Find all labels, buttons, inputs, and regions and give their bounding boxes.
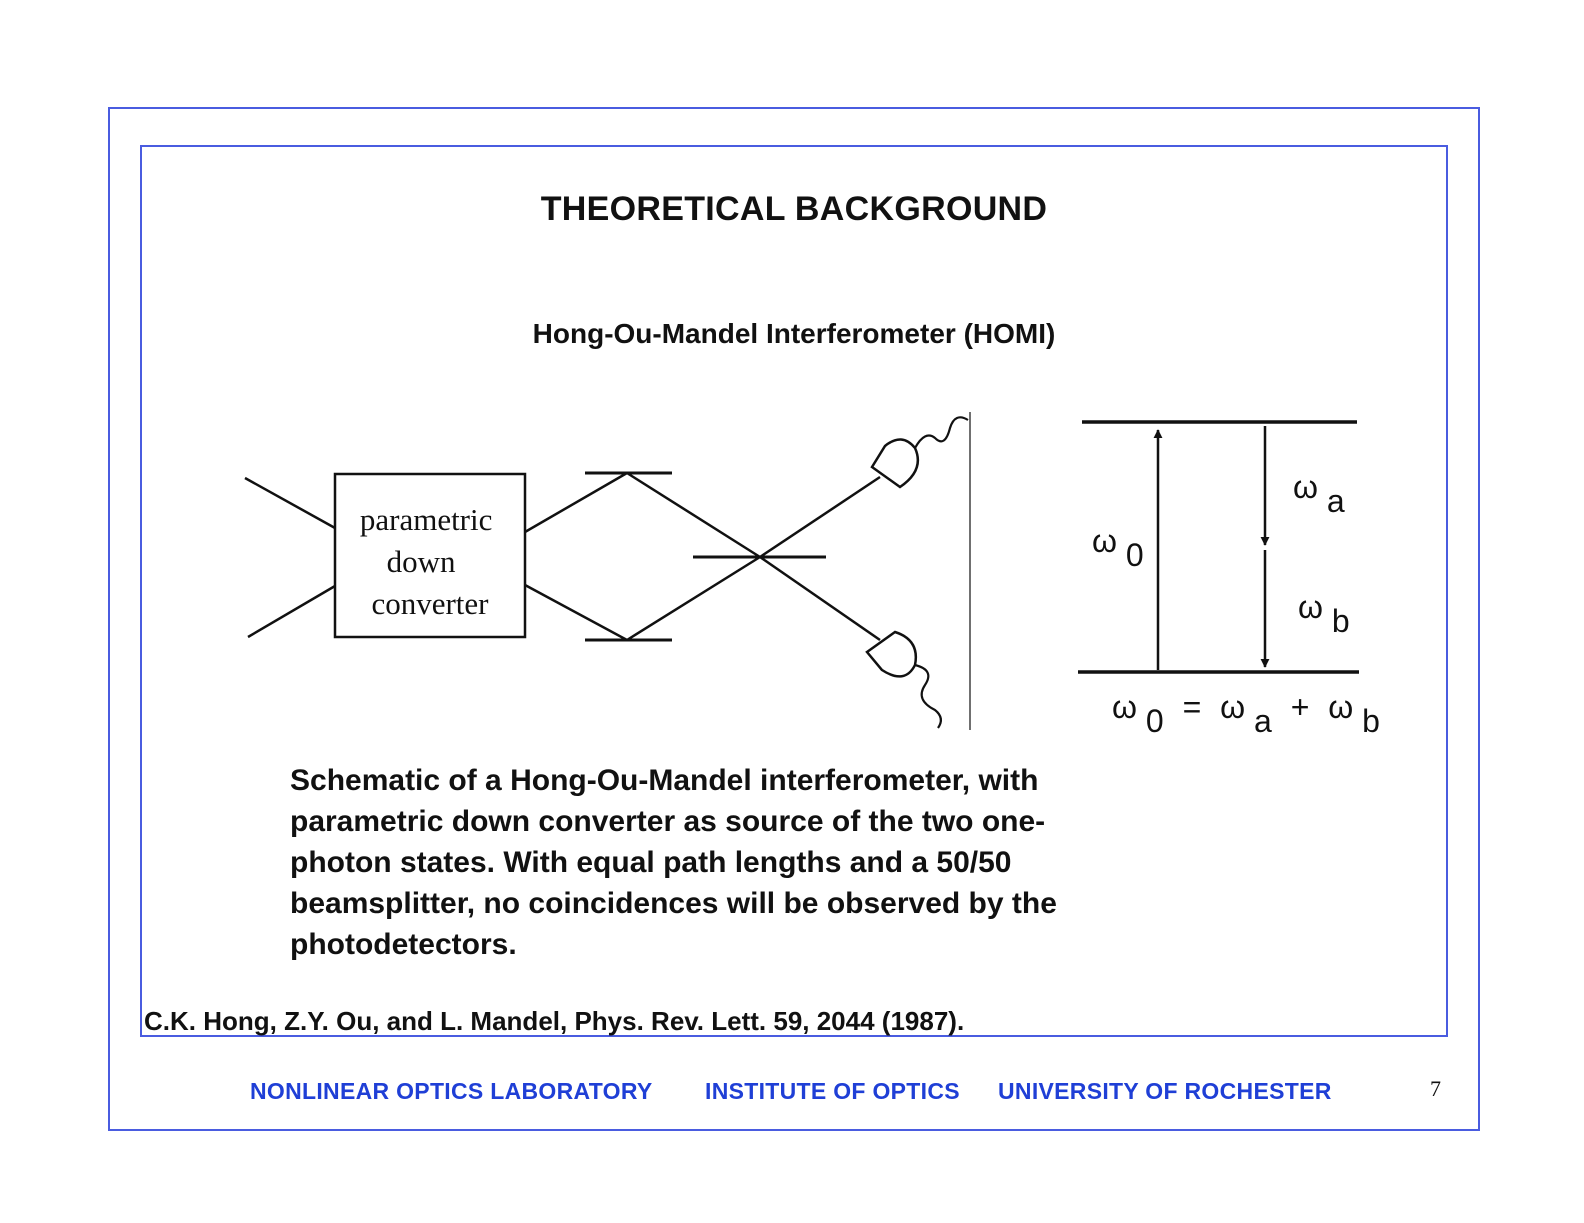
relation-sub-a: a: [1254, 703, 1272, 739]
caption-line-4: beamsplitter, no coincidences will be observed by the: [290, 887, 1057, 920]
omega-0-label: [1092, 523, 1144, 573]
lower-detector-signal: [915, 665, 941, 728]
relation-omega-a: ω: [1220, 689, 1246, 725]
omega-0-subscript: 0: [1125, 537, 1144, 573]
relation-omega-0: ω: [1112, 689, 1137, 725]
upper-detector-signal: [915, 417, 968, 448]
signal-beam-to-mirror: [525, 473, 627, 532]
slide-title: THEORETICAL BACKGROUND: [540, 190, 1048, 228]
relation-sub-0: 0: [1145, 703, 1164, 739]
pump-beam-upper: [245, 478, 335, 528]
omega-a-subscript: a: [1326, 483, 1345, 519]
relation-omega-b: ω: [1328, 689, 1354, 725]
caption-line-5: photodetectors.: [290, 928, 517, 961]
omega-b-symbol: ω: [1298, 589, 1323, 625]
reference-citation: C.K. Hong, Z.Y. Ou, and L. Mandel, Phys. Rev. Lett. 59, 2044 (1987).: [144, 1006, 965, 1036]
bs-to-upper-detector: [760, 477, 880, 557]
energy-relation: [1112, 689, 1380, 739]
upper-mirror-to-bs: [627, 473, 760, 557]
omega-b-label: [1298, 589, 1350, 639]
relation-plus: +: [1290, 689, 1310, 725]
lower-detector-icon: [867, 632, 916, 676]
pdc-label-line-2: down: [386, 544, 456, 579]
caption-line-2: parametric down converter as source of the two one-: [290, 805, 1046, 838]
omega-0-symbol: ω: [1092, 523, 1117, 559]
caption: [290, 760, 1130, 965]
lower-mirror-to-bs: [627, 557, 760, 640]
omega-b-subscript: b: [1331, 603, 1350, 639]
relation-sub-b: b: [1362, 703, 1380, 739]
caption-line-3: photon states. With equal path lengths and a 50/50: [290, 846, 1012, 879]
omega-a-label: [1293, 469, 1345, 519]
pdc-label-line-1: parametric: [359, 502, 493, 537]
footer-lab: NONLINEAR OPTICS LABORATORY: [250, 1078, 653, 1104]
idler-beam-to-mirror: [525, 585, 627, 640]
pump-beam-lower: [248, 586, 335, 637]
pdc-label-line-3: converter: [371, 586, 489, 621]
pdc-label: [360, 502, 500, 621]
page-number: 7: [1430, 1076, 1441, 1101]
upper-detector-icon: [872, 439, 918, 487]
bs-to-lower-detector: [760, 557, 880, 640]
omega-a-symbol: ω: [1293, 469, 1318, 505]
footer-institute: INSTITUTE OF OPTICS: [705, 1078, 960, 1104]
slide-subtitle: Hong-Ou-Mandel Interferometer (HOMI): [532, 318, 1056, 349]
relation-equals: =: [1182, 689, 1202, 725]
caption-line-1: Schematic of a Hong-Ou-Mandel interferometer, with: [290, 764, 1039, 797]
footer-university: UNIVERSITY OF ROCHESTER: [998, 1078, 1332, 1104]
